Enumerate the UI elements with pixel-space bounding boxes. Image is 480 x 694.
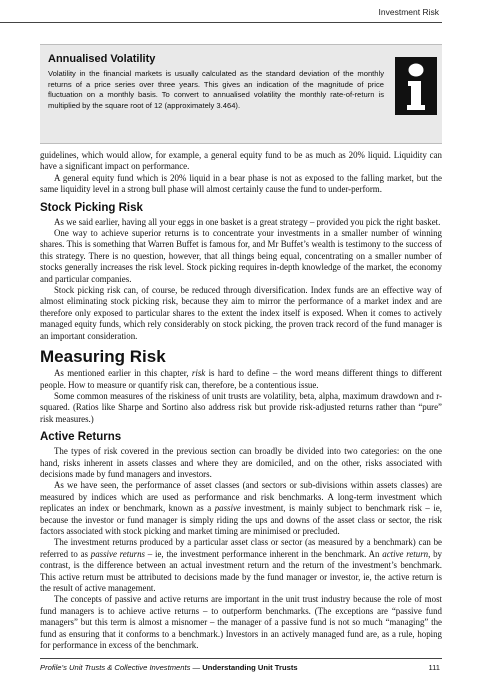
footer-separator: — [190, 663, 203, 672]
main-text [40, 150, 442, 651]
paragraph: One way to achieve superior returns is to concentrate your investments in a smaller number of winning shares. This is something that Warren Buffet is famous for, and Mr Buffet’s wealth is testimony to the success of this strategy. There is no question, however, that all things being equal, concentrating on a smaller number of stocks generally increases the risk level. Stock picking requires in-depth knowledge of the market, the economy and particular companies. [40, 228, 442, 284]
paragraph: guidelines, which would allow, for example, a general equity fund to be as much as 20% liquid. Liquidity can have a significant impact on performance. [40, 150, 442, 172]
section-heading-stock-picking: Stock Picking Risk [40, 201, 143, 214]
text-run: As mentioned earlier in this chapter, [54, 368, 192, 379]
emphasis-text: active return [382, 548, 429, 559]
footer-rule [40, 658, 442, 659]
paragraph: The concepts of passive and active returns are important in the unit trust industry because the role of most fund managers is to achieve active returns – to outperform benchmarks. (The exceptions are “passive fund managers” but this term is almost a misnomer – the manager of a passive fund is not so much “managing” the fund as ensuring that it conforms to a benchmark.) Investors in an actively managed fund are, as a rule, hoping for performance in excess of the benchmark. [40, 594, 442, 651]
emphasis-text: passive [214, 503, 241, 514]
paragraph: The types of risk covered in the previous section can broadly be divided into two categories: on the one hand, risks inherent in assets classes and where they are domiciled, and on the other, risks associated with decisions made by fund managers and investors. [40, 446, 442, 479]
paragraph: Some common measures of the riskiness of unit trusts are volatility, beta, alpha, maximum drawdown and r-squared. (Ratios like Sharpe and Sortino also address risk but provide risk-adjusted returns rather than “pure” risk measures.) [40, 390, 442, 424]
footer-publication-name: Profile’s Unit Trusts & Collective Investments [40, 663, 191, 672]
paragraph: Stock picking risk can, of course, be reduced through diversification. Index funds are an effective way of almost eliminating stock picking risk, because they aim to mirror the performance of a market index and are therefore only exposed to particular shares to the extent the index itself is exposed. When it comes to actively managed equity funds, which rely considerably on stock picking, the proven track record of the fund manager is an important consideration. [40, 285, 442, 341]
footer-book-title: Understanding Unit Trusts [202, 663, 298, 672]
paragraph [40, 368, 442, 391]
text-run: is hard to define – the word means different things to different people. How to measure or quantify risk can, therefore, be a contentious issue. [40, 368, 442, 390]
emphasis-text: passive returns [90, 548, 145, 559]
info-box-body: Volatility in the financial markets is usually calculated as the standard deviation of the monthly returns of a price series over three years. This gives an indication of the magnitude of price fluctuation on a monthly basis. To convert to annualised volatility the monthly rate-of-return is multiplied by the square root of 12 (approximately 3.464). [48, 69, 384, 111]
info-box-title: Annualised Volatility [48, 53, 156, 65]
paragraph [40, 480, 442, 537]
text-run: – ie, the investment performance inherent in the benchmark. An [145, 548, 383, 559]
text-run: As we have seen, the performance of asset classes (and sectors or sub-divisions within assets classes) are measured by indices which are used as performance and risk benchmarks. A long-term investment which replicates an index or benchmark, known as a [40, 480, 442, 514]
text-run: investment, is mainly subject to benchmark risk – ie, because the investor or fund manager is simply riding the ups and downs of the asset class or sector, the risk factors associated with stock picking and market timing are minimised or precluded. [40, 503, 443, 536]
footer-publication [40, 663, 298, 672]
section-heading-active-returns: Active Returns [40, 431, 122, 444]
info-i-icon [395, 57, 437, 115]
paragraph: A general equity fund which is 20% liquid in a bear phase is not as exposed to the falling market, but the same liquidity level in a strong bull phase will almost certainly cause the fund to under-perform. [40, 172, 442, 195]
running-head: Investment Risk [378, 7, 439, 17]
header-rule [0, 22, 442, 23]
text-run: , by contrast, is the difference between an actual investment return and the return of the investment’s benchmark. This active return must be attributed to decisions made by the fund manager or investor, ie, the active return is the result of active management. [40, 548, 442, 593]
emphasis-text: risk [191, 368, 206, 379]
paragraph [40, 537, 442, 594]
text-run: The investment returns produced by a particular asset class or sector (as measured by a benchmark) can be referred to as [40, 537, 442, 559]
chapter-heading-measuring-risk: Measuring Risk [40, 347, 166, 367]
paragraph: As we said earlier, having all your eggs in one basket is a great strategy – provided you pick the right basket. [54, 216, 441, 227]
info-box [40, 44, 442, 144]
page-number: 111 [428, 663, 440, 672]
